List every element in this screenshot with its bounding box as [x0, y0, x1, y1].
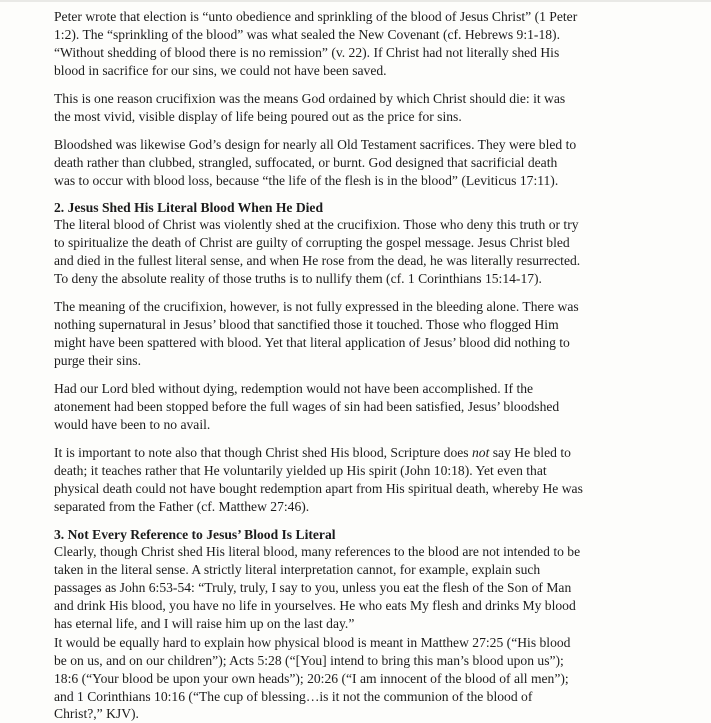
text-line: Clearly, though Christ shed His literal blood, many references to the blood are not intended to be [54, 544, 581, 559]
text-line: blood in sacrifice for our sins, we could not have been saved. [54, 63, 387, 78]
text-line: Had our Lord bled without dying, redemption would not have been accomplished. If the [54, 381, 534, 396]
text-line: Christ?,” KJV). [54, 706, 139, 721]
text-line: atonement had been stopped before the full wages of sin had been satisfied, Jesus’ bloodshed [54, 399, 560, 414]
text-line: separated from the Father (cf. Matthew 27:46). [54, 499, 310, 514]
emphasis-text: not [471, 445, 490, 460]
text-line: taken in the literal sense. A strictly literal interpretation cannot, for example, explain such [54, 562, 541, 577]
text-line: be on us, and on our children”); Acts 5:28 (“[You] intend to bring this man’s blood upon us”); [54, 653, 564, 668]
text-line: 18:6 (“Your blood be upon your own heads”); 20:26 (“I am innocent of the blood of all men”); [54, 671, 569, 686]
text-line: It would be equally hard to explain how physical blood is meant in Matthew 27:25 (“His blood [54, 635, 571, 650]
scan-edge [0, 0, 711, 2]
text-line: and died in the fullest literal sense, and when He rose from the dead, he was literally resurrected. [54, 253, 581, 268]
text-line: might have been spattered with blood. Yet that literal application of Jesus’ blood did nothing to [54, 335, 570, 350]
text-line: physical death could not have bought redemption apart from His spiritual death, whereby He was [54, 481, 583, 496]
text-line: to spiritualize the death of Christ are guilty of corrupting the gospel message. Jesus Christ bled [54, 235, 570, 250]
text-line: death; it teaches rather that He voluntarily yielded up His spirit (John 10:18). Yet even that [54, 463, 547, 478]
text-line: “Without shedding of blood there is no remission” (v. 22). If Christ had not literally shed His [54, 45, 560, 60]
section-heading: 3. Not Every Reference to Jesus’ Blood Is Literal [54, 527, 336, 542]
text-line: has eternal life, and I will raise him up on the last day.” [54, 616, 355, 631]
section-heading: 2. Jesus Shed His Literal Blood When He Died [54, 200, 324, 215]
text-line [54, 444, 571, 462]
text-line: The literal blood of Christ was violently shed at the crucifixion. Those who deny this truth or try [54, 217, 579, 232]
text-line: death rather than clubbed, strangled, suffocated, or burnt. God designed that sacrificial death [54, 155, 558, 170]
text-line: and 1 Corinthians 10:16 (“The cup of blessing…is it not the communion of the blood of [54, 689, 533, 704]
text-line: To deny the absolute reality of those truths is to nullify them (cf. 1 Corinthians 15:14-17). [54, 271, 542, 286]
text-segment: say He bled to [489, 445, 571, 460]
text-line: purge their sins. [54, 353, 141, 368]
text-line: passages as John 6:53-54: “Truly, truly, I say to you, unless you eat the flesh of the Son of Man [54, 580, 572, 595]
text-segment: It is important to note also that though Christ shed His blood, Scripture does [54, 445, 472, 460]
text-line: Peter wrote that election is “unto obedience and sprinkling of the blood of Jesus Christ” (1 Peter [54, 9, 578, 24]
text-line: was to occur with blood loss, because “the life of the flesh is in the blood” (Leviticus 17:11). [54, 173, 559, 188]
text-line: would have been to no avail. [54, 417, 211, 432]
text-line: 1:2). The “sprinkling of the blood” was what sealed the New Covenant (cf. Hebrews 9:1-18). [54, 27, 560, 42]
text-line: This is one reason crucifixion was the means God ordained by which Christ should die: it was [54, 91, 566, 106]
text-line: nothing supernatural in Jesus’ blood that sanctified those it touched. Those who flogged Him [54, 317, 559, 332]
text-line: Bloodshed was likewise God’s design for nearly all Old Testament sacrifices. They were bled to [54, 137, 577, 152]
text-line: The meaning of the crucifixion, however, is not fully expressed in the bleeding alone. There was [54, 299, 579, 314]
text-line: and drink His blood, you have no life in yourselves. He who eats My flesh and drinks My blood [54, 598, 576, 613]
text-line: the most vivid, visible display of life being poured out as the price for sins. [54, 109, 462, 124]
